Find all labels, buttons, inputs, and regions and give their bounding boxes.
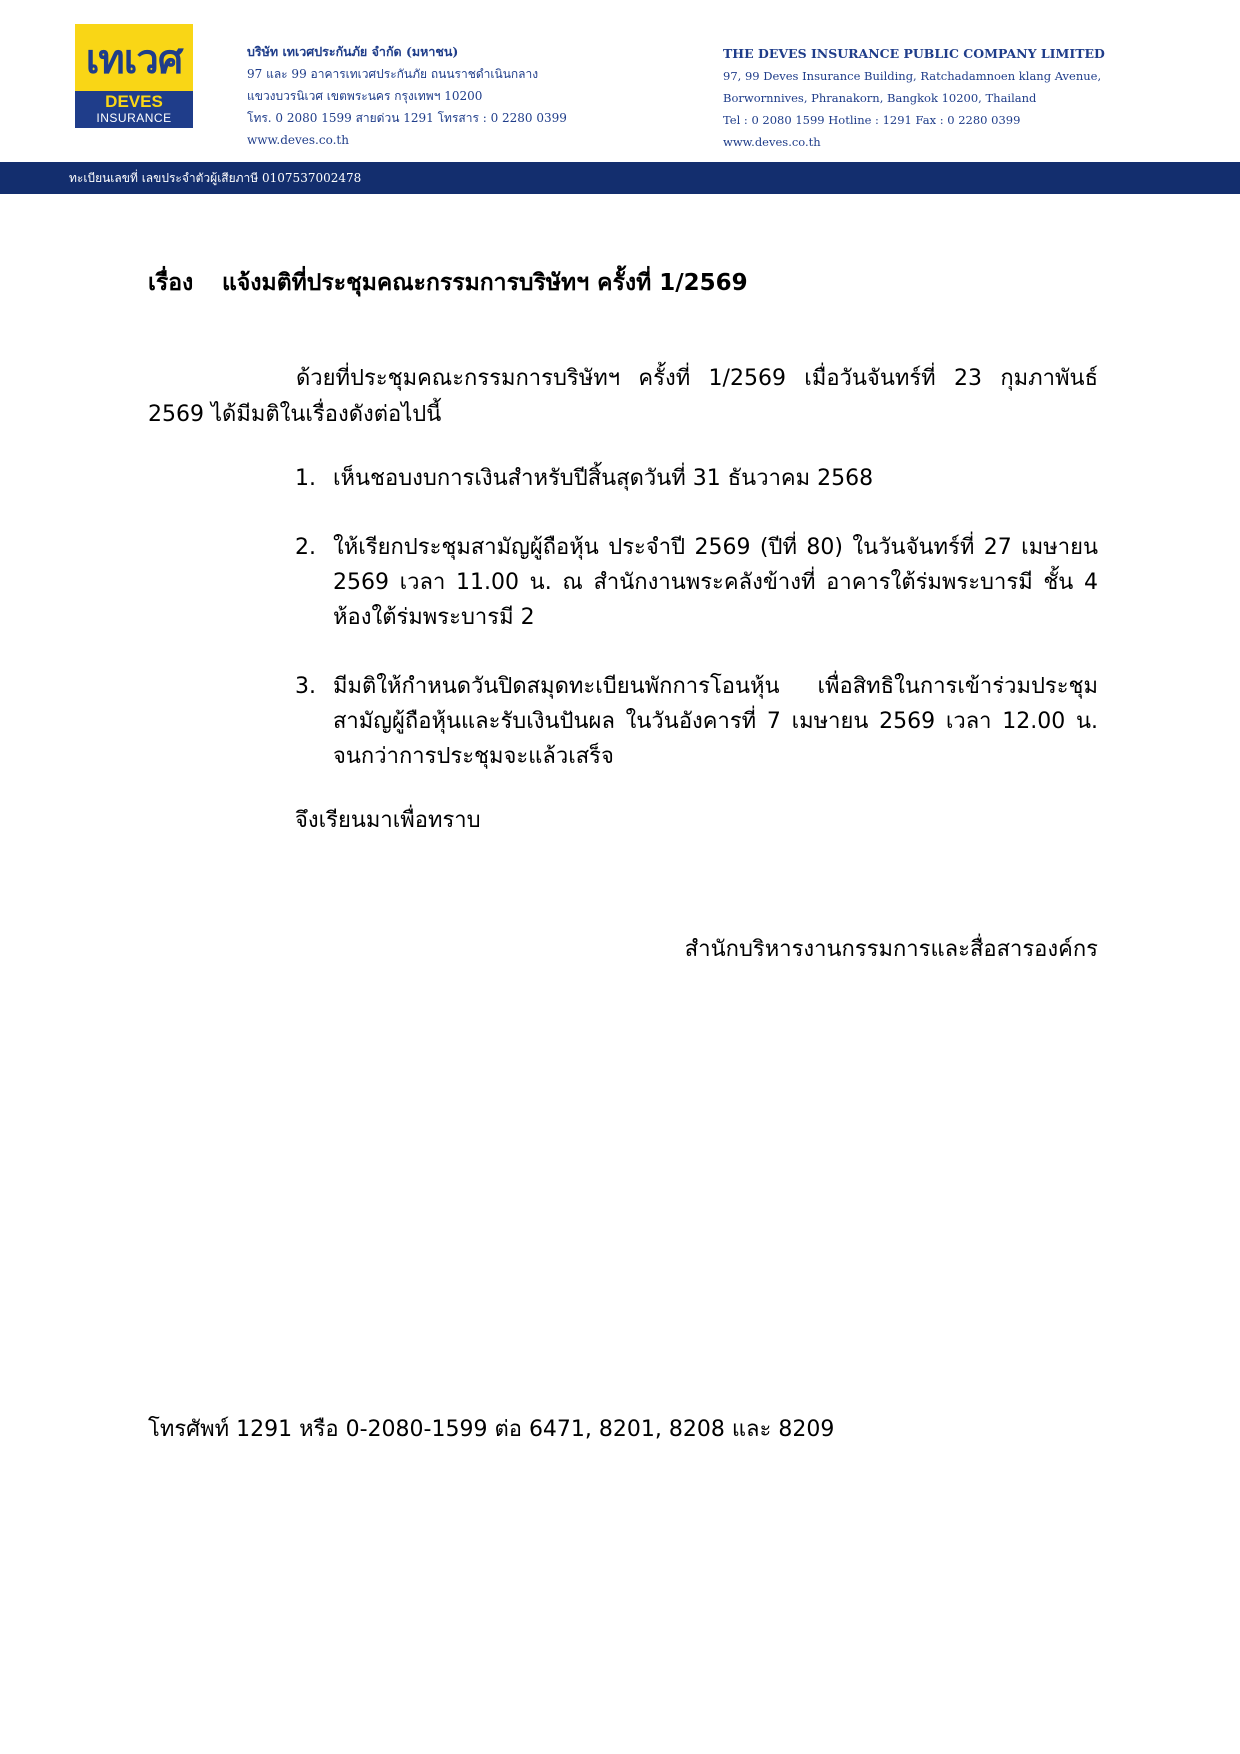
signature-department: สำนักบริหารงานกรรมการและสื่อสารองค์กร bbox=[684, 937, 1098, 962]
registration-number: ทะเบียนเลขที่ เลขประจำตัวผู้เสียภาษี 0107537002478 bbox=[69, 171, 362, 185]
logo-thai-wordmark: เทเวศ bbox=[85, 37, 183, 83]
subject-title: แจ้งมติที่ประชุมคณะกรรมการบริษัทฯ ครั้งที่ 1/2569 bbox=[222, 270, 748, 296]
item-number: 2. bbox=[295, 535, 316, 560]
deves-logo bbox=[75, 24, 193, 128]
subject-line bbox=[148, 265, 748, 301]
item-text: ให้เรียกประชุมสามัญผู้ถือหุ้น ประจำปี 2569 (ปีที่ 80) ในวันจันทร์ที่ 27 เมษายน 2569 เวลา 11.00 น. ณ สำนักงานพระคลังข้างที่ อาคารใต้ร่มพระบารมี ชั้น 4 ห้องใต้ร่มพระบารมี 2 bbox=[333, 535, 1098, 630]
registration-bar bbox=[0, 162, 1240, 194]
english-company-name: THE DEVES INSURANCE PUBLIC COMPANY LIMITED bbox=[723, 46, 1105, 61]
logo-band bbox=[75, 91, 193, 128]
english-contact-line: Tel : 0 2080 1599 Hotline : 1291 Fax : 0 2280 0399 bbox=[723, 113, 1021, 127]
intro-paragraph: ด้วยที่ประชุมคณะกรรมการบริษัทฯ ครั้งที่ 1/2569 เมื่อวันจันทร์ที่ 23 กุมภาพันธ์ 2569 ได้มีมติในเรื่องดังต่อไปนี้ bbox=[148, 366, 1098, 427]
thai-website: www.deves.co.th bbox=[247, 133, 349, 147]
item-text: เห็นชอบงบการเงินสำหรับปีสิ้นสุดวันที่ 31 ธันวาคม 2568 bbox=[333, 466, 874, 491]
resolution-item-1 bbox=[295, 461, 1098, 496]
resolution-item-2 bbox=[295, 530, 1098, 635]
resolution-item-3 bbox=[295, 669, 1098, 774]
english-address-block bbox=[723, 43, 1105, 153]
closing-line: จึงเรียนมาเพื่อทราบ bbox=[295, 808, 481, 833]
thai-address-line-2: แขวงบวรนิเวศ เขตพระนคร กรุงเทพฯ 10200 bbox=[247, 89, 483, 103]
english-address-line-1: 97, 99 Deves Insurance Building, Ratchadamnoen klang Avenue, bbox=[723, 69, 1102, 83]
contact-phone: โทรศัพท์ 1291 หรือ 0-2080-1599 ต่อ 6471, 8201, 8208 และ 8209 bbox=[148, 1417, 835, 1442]
english-address-line-2: Borwornnives, Phranakorn, Bangkok 10200, Thailand bbox=[723, 91, 1037, 105]
thai-address-line-1: 97 และ 99 อาคารเทเวศประกันภัย ถนนราชดำเนินกลาง bbox=[247, 67, 539, 81]
item-text: มีมติให้กำหนดวันปิดสมุดทะเบียนพักการโอนหุ้น เพื่อสิทธิในการเข้าร่วมประชุมสามัญผู้ถือหุ้นและรับเงินปันผล ในวันอังคารที่ 7 เมษายน 2569 เวลา 12.00 น. จนกว่าการประชุมจะแล้วเสร็จ bbox=[333, 674, 1098, 769]
item-number: 1. bbox=[295, 466, 316, 491]
logo-brand: DEVES bbox=[105, 92, 163, 111]
logo-tagline: INSURANCE bbox=[96, 111, 172, 125]
thai-company-name: บริษัท เทเวศประกันภัย จำกัด (มหาชน) bbox=[247, 44, 459, 59]
subject-label: เรื่อง bbox=[148, 270, 194, 296]
english-website: www.deves.co.th bbox=[723, 135, 821, 149]
thai-contact-line: โทร. 0 2080 1599 สายด่วน 1291 โทรสาร : 0 2280 0399 bbox=[247, 111, 567, 125]
thai-address-block bbox=[247, 41, 567, 151]
item-number: 3. bbox=[295, 674, 316, 699]
